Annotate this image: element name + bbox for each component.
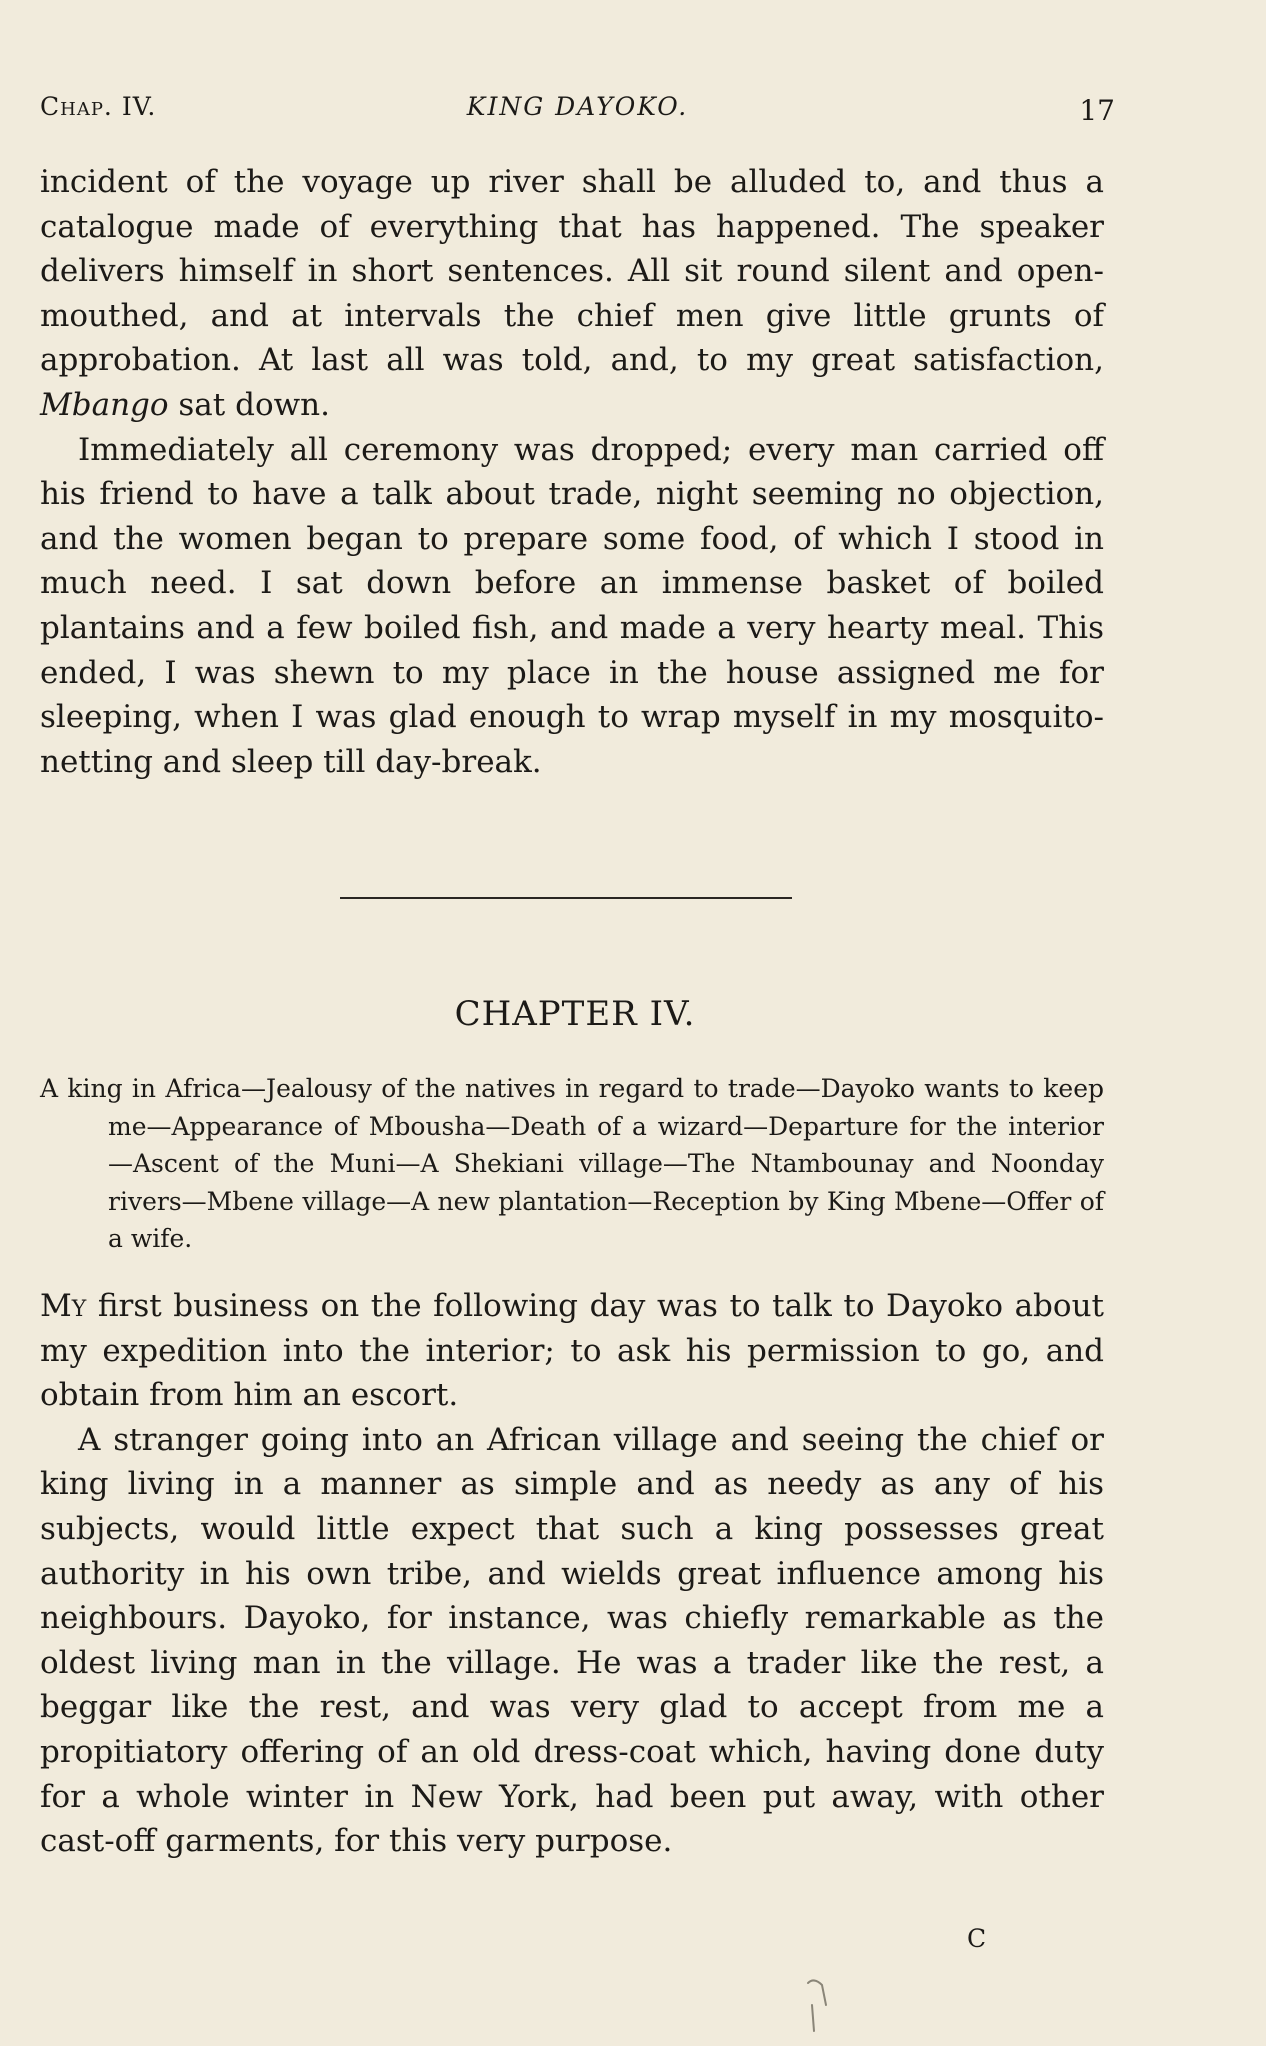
pencil-mark-icon (800, 1975, 840, 2035)
drop-word: My (40, 1288, 87, 1324)
section-1-body (40, 160, 1104, 784)
section-2-body (40, 1284, 1104, 1864)
paragraph-text: incident of the voyage up river shall be alluded to, and thus a catalogue made of everything that has happened. The speaker delivers himself in short sentences. All sit round silent and open-mouthed, and at intervals the chief men give little grunts of approbation. At last all was told, and, to my great satisfaction, (40, 164, 1104, 379)
paragraph-continued (40, 160, 1104, 428)
running-head (40, 92, 1115, 134)
paragraph-text: sat down. (168, 386, 330, 423)
running-head-title: KING DAYOKO. (466, 92, 689, 121)
paragraph: Immediately all ceremony was dropped; every man carried off his friend to have a talk about trade, night seeming no objection, and the women began to prepare some food, of which I stood in much need. I sat down before an immense basket of boiled plantains and a few boiled fish, and made a very hearty meal. This ended, I was shewn to my place in the house assigned me for sleeping, when I was glad enough to wrap myself in my mosquito-netting and sleep till day-break. (40, 431, 1104, 780)
paragraph: A stranger going into an African village and seeing the chief or king living in a manner as simple and as needy as any of his subjects, would little expect that such a king possesses great authority in his own tribe, and wields great influence among his neighbours. Dayoko, for instance, was chiefly remarkable as the oldest living man in the village. He was a trader like the rest, a beggar like the rest, and was very glad to accept from me a propitiatory offering of an old dress-coat which, having done duty for a whole winter in New York, had been put away, with other cast-off garments, for this very purpose. (40, 1421, 1104, 1860)
page-number: 17 (1079, 94, 1115, 127)
running-head-chapter: Chap. IV. (40, 92, 157, 121)
paragraph-text: first business on the following day was to talk to Dayoko about my expedition into the interior; to ask his permission to go, and obtain from him an escort. (40, 1288, 1104, 1414)
chapter-heading: CHAPTER IV. (454, 994, 696, 1034)
italic-name: Mbango (40, 386, 169, 423)
section-divider (340, 897, 792, 899)
paragraph-opening (40, 1284, 1104, 1418)
chapter-synopsis: A king in Africa—Jealousy of the natives in regard to trade—Dayoko wants to keep me—Appearance of Mbousha—Death of a wizard—Departure for the interior—Ascent of the Muni—A Shekiani village—The Ntambounay and Noonday rivers—Mbene village—A new plantation—Reception by King Mbene—Offer of a wife. (40, 1074, 1104, 1253)
signature-mark: C (967, 1924, 987, 1953)
